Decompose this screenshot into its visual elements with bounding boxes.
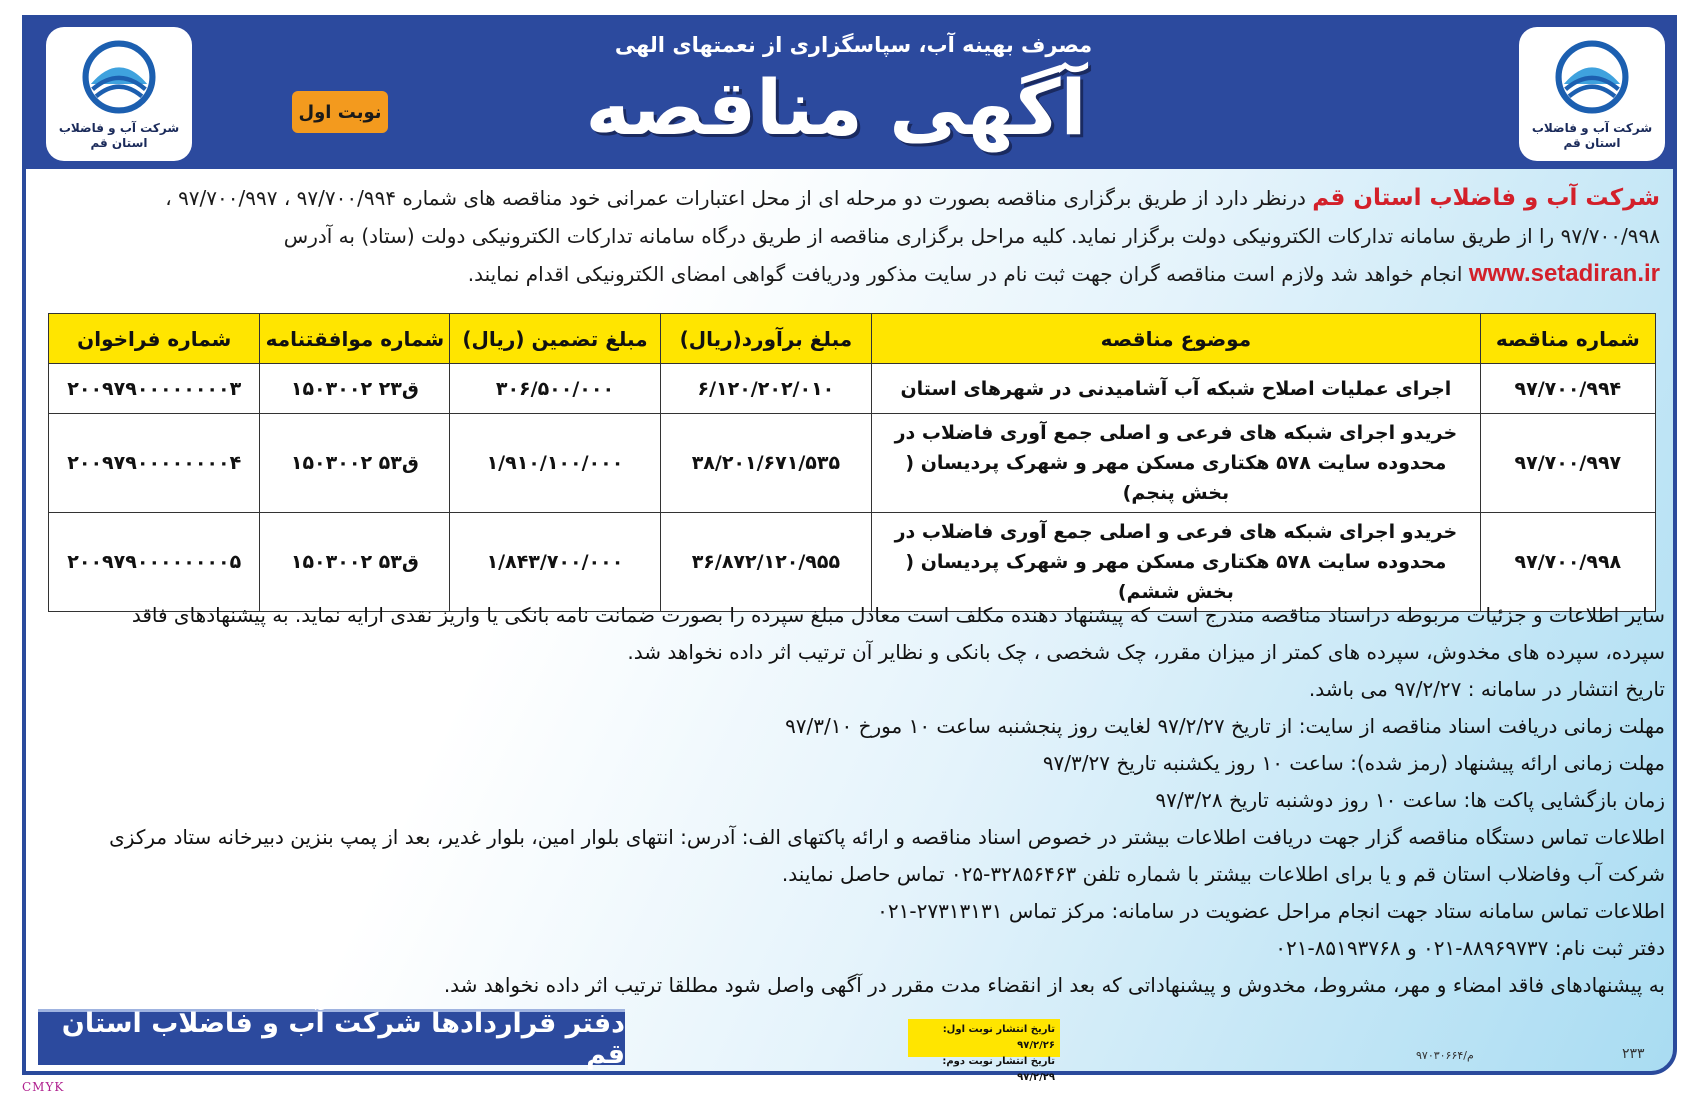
print-mark: CMYK: [22, 1080, 65, 1094]
col-estimate: مبلغ برآورد(ریال): [660, 314, 871, 364]
round-badge: نوبت اول: [292, 91, 388, 133]
table-row: ۹۷/۷۰۰/۹۹۷ خریدو اجرای شبکه های فرعی و اصلی جمع آوری فاضلاب در محدوده سایت ۵۷۸ هکتاری مسکن مهر و شهرک پردیسان ( بخش پنجم) ۳۸/۲۰۱/۶۷۱/۵۳۵ ۱/۹۱۰/۱۰۰/۰۰۰ ق۵۳ ۱۵۰۳۰۰۲ ۲۰۰۹۷۹۰۰۰۰۰۰۰۰۴: [49, 414, 1656, 513]
tender-advertisement: [22, 15, 1677, 1083]
table-row: ۹۷/۷۰۰/۹۹۴ اجرای عملیات اصلاح شبکه آب آشامیدنی در شهرهای استان ۶/۱۲۰/۲۰۲/۰۱۰ ۳۰۶/۵۰۰/۰۰۰ ق۲۳ ۱۵۰۳۰۰۲ ۲۰۰۹۷۹۰۰۰۰۰۰۰۰۳: [49, 364, 1656, 414]
intro-paragraph: شرکت آب و فاضلاب استان قم درنظر دارد از طریق برگزاری مناقصه بصورت دو مرحله ای از محل اعتبارات عمرانی خود مناقصه های شماره ۹۷/۷۰۰/۹۹۴ ، ۹۷/۷۰۰/۹۹۷ ، ۹۷/۷۰۰/۹۹۸ را از طریق سامانه تدارکات الکترونیکی دولت برگزار نماید. کلیه مراحل برگزاری مناقصه از طریق درگاه سامانه تدارکات الکترونیکی دولت (ستاد) به آدرس www.setadiran.ir انجام خواهد شد ولازم است مناقصه گران جهت ثبت نام در سایت مذکور ودریافت گواهی امضای الکترونیکی اقدام نمایند.: [165, 185, 1660, 287]
publication-dates: تاریخ انتشار نوبت اول: ۹۷/۲/۲۶ تاریخ انتشار نوبت دوم: ۹۷/۲/۲۹: [908, 1019, 1060, 1057]
tender-table: [48, 313, 1656, 612]
table-header-row: [49, 314, 1656, 364]
col-guarantee: مبلغ تضمین (ریال): [450, 314, 660, 364]
ad-number: ۲۳۳: [1622, 1046, 1645, 1062]
col-subject: موضوع مناقصه: [872, 314, 1481, 364]
company-name: شرکت آب و فاضلاب استان قم: [1312, 185, 1660, 211]
contracts-office-banner: دفتر قراردادها شرکت آب و فاضلاب استان قم: [38, 1009, 625, 1065]
col-tender-number: شماره مناقصه: [1480, 314, 1655, 364]
table-row: ۹۷/۷۰۰/۹۹۸ خریدو اجرای شبکه های فرعی و اصلی جمع آوری فاضلاب در محدوده سایت ۵۷۸ هکتاری مسکن مهر و شهرک پردیسان ( بخش ششم) ۳۶/۸۷۲/۱۲۰/۹۵۵ ۱/۸۴۳/۷۰۰/۰۰۰ ق۵۳ ۱۵۰۳۰۰۲ ۲۰۰۹۷۹۰۰۰۰۰۰۰۰۵: [49, 513, 1656, 612]
page-title: آگهی مناقصه: [585, 63, 1087, 152]
header-band: [26, 19, 1673, 169]
col-agreement: شماره موافقتنامه: [260, 314, 450, 364]
logo-text: شرکت آب و فاضلاب استان قم: [1531, 121, 1653, 150]
logo-text: شرکت آب و فاضلاب استان قم: [58, 121, 180, 150]
col-call-number: شماره فراخوان: [49, 314, 260, 364]
reference-code: م/۹۷۰۳۰۶۶۴: [1416, 1049, 1474, 1062]
setad-url-link[interactable]: www.setadiran.ir: [1468, 260, 1660, 287]
details-text: سایر اطلاعات و جزئیات مربوطه دراسناد مناقصه مندرج است که پیشنهاد دهنده مکلف است معادل مبلغ سپرده را بصورت ضمانت نامه بانکی یا واریز نقدی ارایه نماید. به پیشنهادهای فاقد سپرده، سپرده های مخدوش، سپرده های کمتر از میزان مقرر، چک شخصی ، چک بانکی و نظایر آن ترتیب اثر داده نخواهد شد. تاریخ انتشار در سامانه : ۹۷/۲/۲۷ می باشد. مهلت زمانی دریافت اسناد مناقصه از سایت: از تاریخ ۹۷/۲/۲۷ لغایت روز پنجشنبه ساعت ۱۰ مورخ ۹۷/۳/۱۰ مهلت زمانی ارائه پیشنهاد (رمز شده): ساعت ۱۰ روز یکشنبه تاریخ ۹۷/۳/۲۷ زمان بازگشایی پاکت ها: ساعت ۱۰ روز دوشنبه تاریخ ۹۷/۳/۲۸ اطلاعات تماس دستگاه مناقصه گزار جهت دریافت اطلاعات بیشتر در خصوص اسناد مناقصه و ارائه پاکتهای الف: آدرس: انتهای بلوار امین، بلوار غدیر، بعد از پمپ بنزین دبیرخانه ستاد مرکزی شرکت آب وفاضلاب استان قم و یا برای اطلاعات بیشتر با شماره تلفن ۳۲۸۵۶۴۶۳-۰۲۵ تماس حاصل نمایند. اطلاعات تماس سامانه ستاد جهت انجام مراحل عضویت در سامانه: مرکز تماس ۲۷۳۱۳۱۳۱-۰۲۱ دفتر ثبت نام: ۸۸۹۶۹۷۳۷-۰۲۱ و ۸۵۱۹۳۷۶۸-۰۲۱ به پیشنهادهای فاقد امضاء و مهر، مشروط، مخدوش و پیشنهاداتی که بعد از انقضاء مدت مقرر در آگهی واصل شود مطلقا ترتیب اثر داده نخواهد شد.: [109, 603, 1665, 997]
slogan: مصرف بهینه آب، سپاسگزاری از نعمتهای الهی: [614, 33, 1093, 57]
